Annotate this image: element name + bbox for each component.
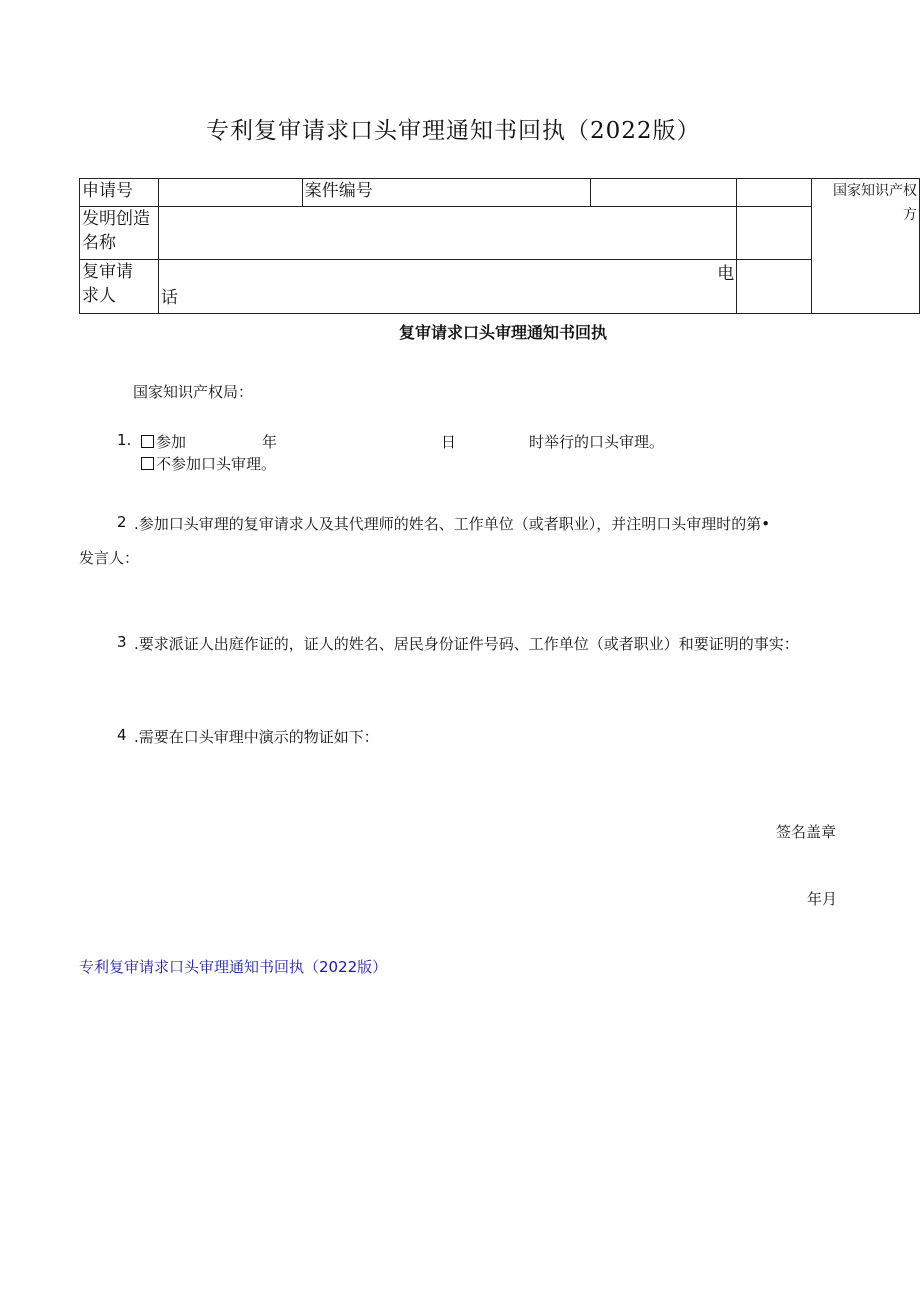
- footer-title: 专利复审请求口头审理通知书回执（2022版）: [79, 958, 388, 976]
- item3-number: 3: [117, 633, 127, 651]
- attend-checkbox[interactable]: [141, 435, 154, 448]
- blank-cell: [737, 179, 812, 207]
- phone-field[interactable]: [737, 260, 812, 314]
- not-attend-checkbox[interactable]: [141, 457, 154, 470]
- office-note-line2: 方: [903, 207, 917, 223]
- held-text: 时举行的口头审理。: [529, 433, 665, 451]
- requester-field[interactable]: [158, 260, 736, 314]
- blank-cell: [737, 207, 812, 260]
- receipt-subheading: 复审请求口头审理通知书回执: [399, 323, 608, 342]
- phone-label-part2: 话: [160, 288, 178, 308]
- not-attend-option[interactable]: [141, 453, 276, 474]
- invention-name-field[interactable]: [158, 207, 736, 260]
- attend-label: 参加: [156, 433, 187, 451]
- office-note-line1: 国家知识产权: [833, 183, 917, 199]
- item2-text: .参加口头审理的复审请求人及其代理师的姓名、工作单位（或者职业），并注明口头审理时的第•: [134, 515, 771, 533]
- signature-label: 签名盖章: [776, 823, 837, 841]
- item4-number: 4: [117, 726, 127, 744]
- application-number-label: 申请号: [80, 179, 159, 207]
- document-title: 专利复审请求口头审理通知书回执（2022版）: [206, 118, 701, 144]
- item3-text: .要求派证人出庭作证的，证人的姓名、居民身份证件号码、工作单位（或者职业）和要证明的事实：: [134, 635, 799, 653]
- case-number-label: 案件编号: [302, 179, 591, 207]
- day-label: 日: [441, 433, 457, 451]
- requester-label: 复审请 求人: [80, 260, 159, 314]
- attend-option[interactable]: [141, 431, 186, 452]
- year-label: 年: [262, 433, 278, 451]
- not-attend-label: 不参加口头审理。: [156, 455, 277, 473]
- date-label: 年月: [807, 890, 838, 908]
- item1-number: 1.: [117, 431, 132, 449]
- case-number-field[interactable]: [591, 179, 737, 207]
- item2-text-continued: 发言人：: [79, 549, 140, 567]
- phone-label-part1: 电: [717, 264, 735, 284]
- application-info-table: [79, 178, 920, 314]
- addressee: 国家知识产权局：: [133, 383, 254, 401]
- application-number-field[interactable]: [158, 179, 302, 207]
- invention-name-label: 发明创造 名称: [80, 207, 159, 260]
- item2-number: 2: [117, 513, 127, 531]
- office-note-cell: [812, 179, 920, 314]
- item4-text: .需要在口头审理中演示的物证如下：: [134, 728, 379, 746]
